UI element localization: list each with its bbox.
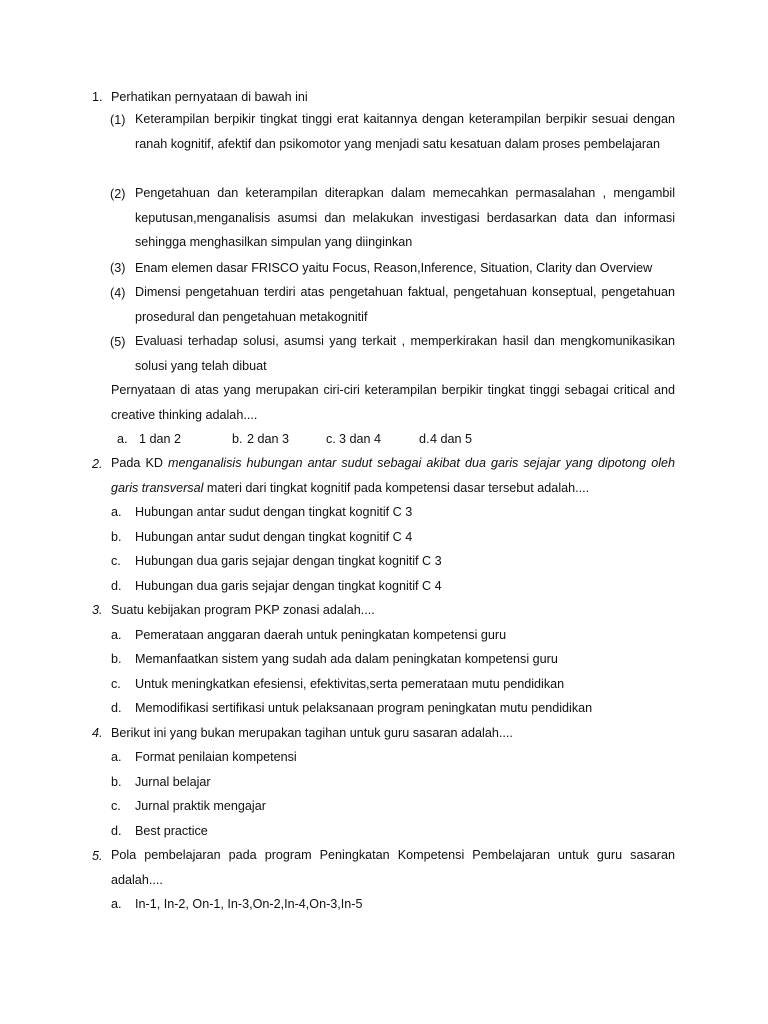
statement-4-number: (4): [110, 286, 126, 300]
option-1b-letter: b.: [232, 432, 243, 446]
statement-5-number: (5): [110, 335, 126, 349]
question-1-stem: Perhatikan pernyataan di bawah ini: [111, 90, 308, 104]
option-5a-letter: a.: [111, 897, 122, 911]
question-1-number: 1.: [92, 90, 103, 104]
option-2a-letter: a.: [111, 505, 122, 519]
question-5-number: 5.: [92, 849, 103, 863]
option-2d-text: Hubungan dua garis sejajar dengan tingkat kognitif C 4: [135, 579, 442, 593]
option-1c-text: 3 dan 4: [339, 432, 382, 446]
option-4c-letter: c.: [111, 799, 121, 813]
statement-4-text: Dimensi pengetahuan terdiri atas pengetahuan faktual, pengetahuan konseptual, pengetahuan prosedural dan pengetahuan metakognitif: [135, 285, 675, 324]
statement-3-text: Enam elemen dasar FRISCO yaitu Focus, Reason,Inference, Situation, Clarity dan Overview: [135, 261, 653, 275]
option-1d-letter: d.: [419, 432, 430, 446]
option-4d-text: Best practice: [135, 824, 208, 838]
question-2-stem: Pada KD menganalisis hubungan antar sudut sebagai akibat dua garis sejajar yang dipotong oleh garis transversal materi dari tingkat kognitif pada kompetensi dasar tersebut adalah....: [111, 456, 675, 495]
option-4d-letter: d.: [111, 824, 122, 838]
statement-3-number: (3): [110, 261, 126, 275]
option-3d-text: Memodifikasi sertifikasi untuk pelaksanaan program peningkatan mutu pendidikan: [135, 701, 593, 715]
option-2c-text: Hubungan dua garis sejajar dengan tingkat kognitif C 3: [135, 554, 442, 568]
question-1-prompt: Pernyataan di atas yang merupakan ciri-ciri keterampilan berpikir tingkat tinggi sebagai critical and creative thinking adalah....: [111, 383, 675, 422]
option-1c-letter: c.: [326, 432, 336, 446]
option-2a-text: Hubungan antar sudut dengan tingkat kognitif C 3: [135, 505, 413, 519]
question-5-stem: Pola pembelajaran pada program Peningkatan Kompetensi Pembelajaran untuk guru sasaran adalah....: [111, 848, 675, 887]
option-4c-text: Jurnal praktik mengajar: [135, 799, 266, 813]
option-2b-letter: b.: [111, 530, 122, 544]
option-3d-letter: d.: [111, 701, 122, 715]
question-4-number: 4.: [92, 726, 103, 740]
statement-2-text: Pengetahuan dan keterampilan diterapkan dalam memecahkan permasalahan , mengambil keputusan,menganalisis asumsi dan melakukan investigasi berdasarkan data dan informasi sehingga menghasilkan simpulan yang diinginkan: [135, 186, 675, 249]
option-2b-text: Hubungan antar sudut dengan tingkat kognitif C 4: [135, 530, 413, 544]
option-3c-letter: c.: [111, 677, 121, 691]
question-4-stem: Berikut ini yang bukan merupakan tagihan untuk guru sasaran adalah....: [111, 726, 513, 740]
option-2c-letter: c.: [111, 554, 121, 568]
option-3c-text: Untuk meningkatkan efesiensi, efektivitas,serta pemerataan mutu pendidikan: [135, 677, 565, 691]
option-1a-text: 1 dan 2: [139, 432, 182, 446]
option-3a-letter: a.: [111, 628, 122, 642]
option-2d-letter: d.: [111, 579, 122, 593]
option-5a-text: In-1, In-2, On-1, In-3,On-2,In-4,On-3,In-5: [135, 897, 363, 911]
statement-1-number: (1): [110, 113, 126, 127]
option-1b-text: 2 dan 3: [247, 432, 290, 446]
option-3b-text: Memanfaatkan sistem yang sudah ada dalam peningkatan kompetensi guru: [135, 652, 558, 666]
question-3-stem: Suatu kebijakan program PKP zonasi adalah....: [111, 603, 375, 617]
question-3-number: 3.: [92, 603, 103, 617]
option-4a-text: Format penilaian kompetensi: [135, 750, 297, 764]
option-4b-letter: b.: [111, 775, 122, 789]
statement-1-text: Keterampilan berpikir tingkat tinggi erat kaitannya dengan keterampilan berpikir sesuai dengan ranah kognitif, afektif dan psikomotor yang menjadi satu kesatuan dalam proses pembelajaran: [135, 112, 675, 151]
option-3b-letter: b.: [111, 652, 122, 666]
option-3a-text: Pemerataan anggaran daerah untuk peningkatan kompetensi guru: [135, 628, 507, 642]
option-1d-text: 4 dan 5: [430, 432, 473, 446]
option-1a-letter: a.: [117, 432, 128, 446]
option-4a-letter: a.: [111, 750, 122, 764]
statement-2-number: (2): [110, 187, 126, 201]
option-4b-text: Jurnal belajar: [135, 775, 211, 789]
question-2-number: 2.: [92, 457, 103, 471]
statement-5-text: Evaluasi terhadap solusi, asumsi yang terkait , memperkirakan hasil dan mengkomunikasikan solusi yang telah dibuat: [135, 334, 675, 373]
